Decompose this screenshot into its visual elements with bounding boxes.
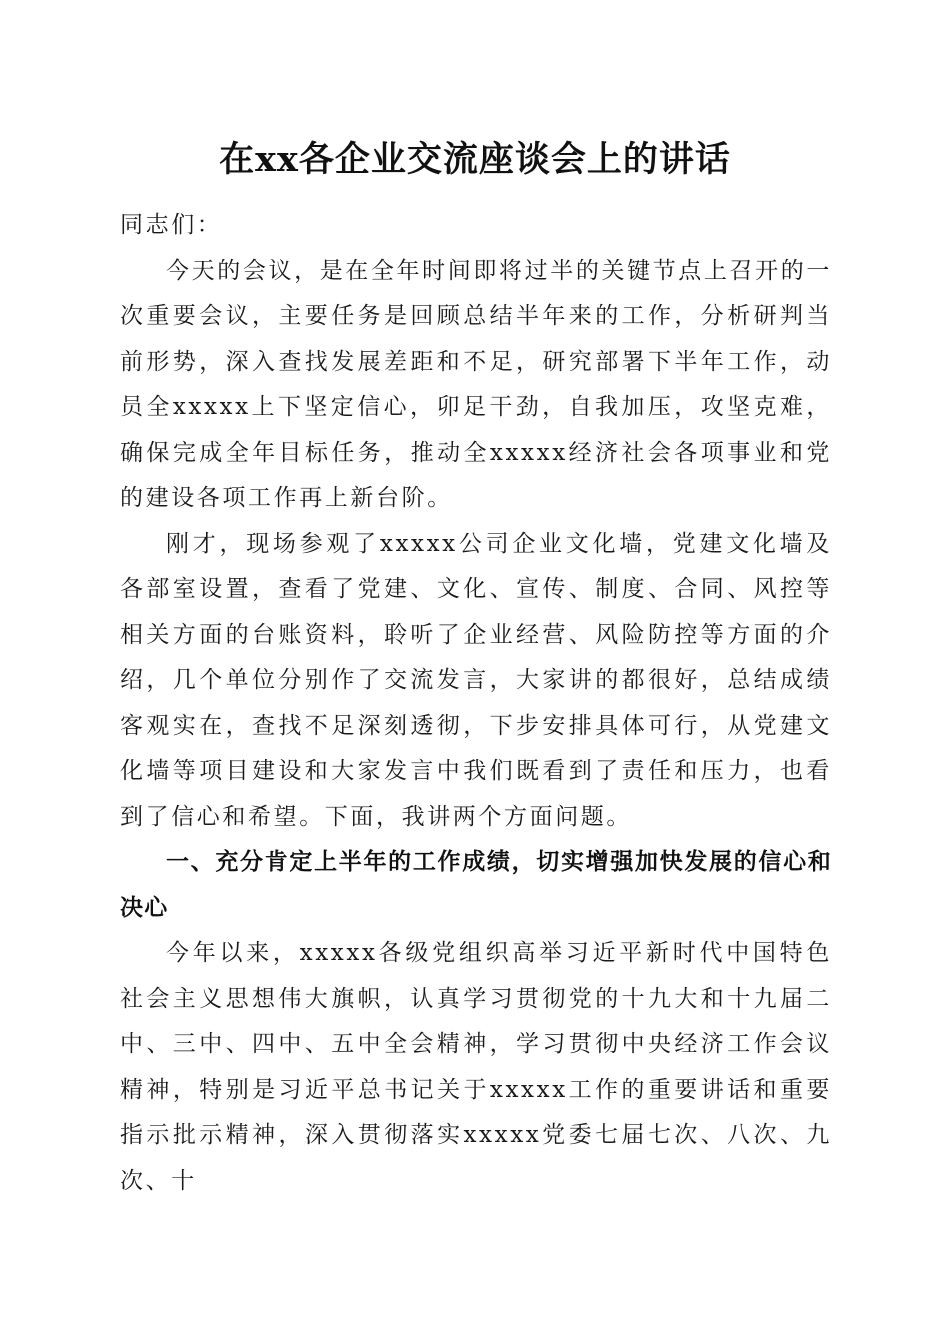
section-heading-1: 一、充分肯定上半年的工作成绩，切实增强加快发展的信心和决心	[120, 849, 832, 921]
salutation: 同志们：	[120, 212, 223, 238]
document-title: 在xx各企业交流座谈会上的讲话	[219, 139, 731, 180]
paragraph-opening: 今天的会议，是在全年时间即将过半的关键节点上召开的一次重要会议，主要任务是回顾总结半年来的工作，分析研判当前形势，深入查找发展差距和不足，研究部署下半年工作，动员全xxxxx上下坚定信心，卯足干劲，自我加压，攻坚克难，确保完成全年目标任务，推动全xxxxx经济社会各项事业和党的建设各项工作再上新台阶。	[120, 257, 832, 511]
paragraph-visit-summary: 刚才，现场参观了xxxxx公司企业文化墙，党建文化墙及各部室设置，查看了党建、文化、宣传、制度、合同、风控等相关方面的台账资料，聆听了企业经营、风险防控等方面的介绍，几个单位分别作了交流发言，大家讲的都很好，总结成绩客观实在，查找不足深刻透彻，下步安排具体可行，从党建文化墙等项目建设和大家发言中我们既看到了责任和压力，也看到了信心和希望。下面，我讲两个方面问题。	[120, 530, 832, 830]
paragraph-section-1: 今年以来，xxxxx各级党组织高举习近平新时代中国特色社会主义思想伟大旗帜，认真学习贯彻党的十九大和十九届二中、三中、四中、五中全会精神，学习贯彻中央经济工作会议精神，特别是习近平总书记关于xxxxx工作的重要讲话和重要指示批示精神，深入贯彻落实xxxxx党委七届七次、八次、九次、十	[120, 940, 832, 1194]
document-body	[120, 203, 832, 1204]
